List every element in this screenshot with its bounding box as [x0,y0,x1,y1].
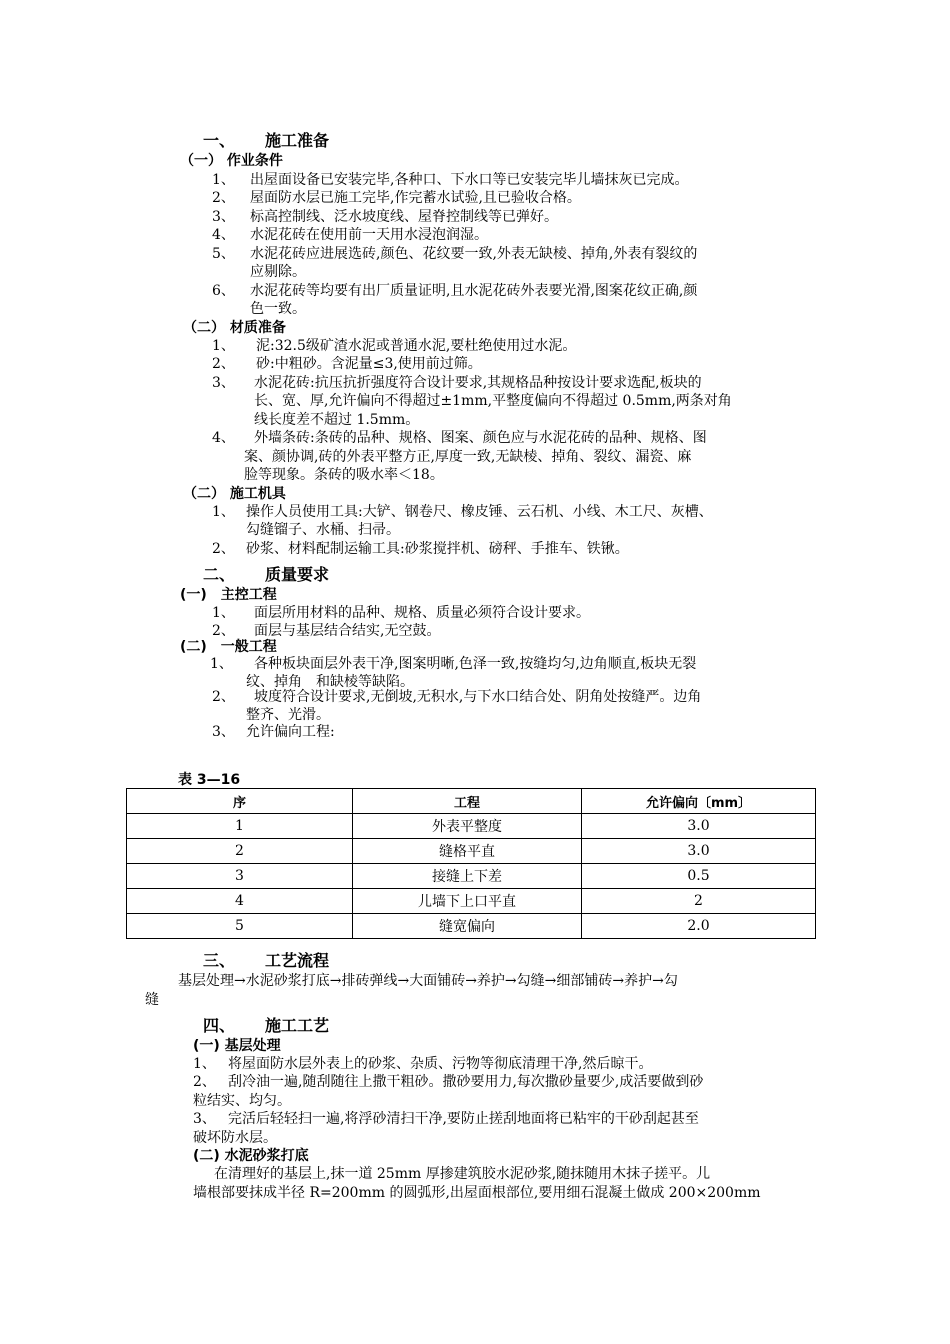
list-item-text-cont: 长、宽、厚,允许偏向不得超过±1mm,平整度偏向不得超过 0.5mm,两条对角 [254,393,732,409]
subsection-number: （二） [183,320,225,336]
paragraph-text: 在清理好的基层上,抹一道 25mm 厚掺建筑胶水泥砂浆,随抹随用木抹子搓平。儿 [214,1166,711,1182]
item-number: 1、 [212,338,235,354]
list-item [212,723,235,741]
list-item-text: 外墙条砖:条砖的品种、规格、图案、颜色应与水泥花砖的品种、规格、图 [254,430,707,446]
section-4-heading [203,1017,329,1035]
item-number: 4、 [212,430,235,446]
item-number: 4、 [212,227,235,243]
subsection-number: （一） [180,153,222,169]
list-item-text-cont: 脸等现象。条砖的吸水率＜18。 [244,467,444,483]
header-item: 工程 [353,789,582,814]
table-header-row [127,789,816,814]
subsection-number: （二） [183,486,225,502]
list-item [212,503,235,521]
list-item-text: 将屋面防水层外表上的砂浆、杂质、污物等彻底清理干净,然后晾干。 [228,1056,653,1072]
cell-tolerance: 2 [582,889,816,914]
item-number: 2、 [212,541,235,557]
section-3-heading [203,952,329,970]
list-item-text: 面层与基层结合结实,无空鼓。 [254,623,441,639]
cell-tolerance: 2.0 [582,914,816,939]
list-item [212,688,235,706]
cell-index: 1 [127,814,353,839]
list-item-text-cont: 案、颜协调,砖的外表平整方正,厚度一致,无缺棱、掉角、裂纹、漏瓷、麻 [244,449,692,465]
list-item [193,1055,216,1073]
list-item-text-cont: 色一致。 [250,301,306,317]
table-row [127,914,816,939]
subsection-number: (一) [180,587,207,603]
item-number: 1、 [212,504,235,520]
list-item [212,189,235,207]
item-number: 2、 [212,356,235,372]
list-item-text-cont: 破坏防水层。 [193,1130,277,1146]
table-row [127,814,816,839]
list-item [212,171,235,189]
cell-tolerance: 3.0 [582,814,816,839]
subsection-title: 作业条件 [226,153,283,169]
item-number: 5、 [212,246,235,262]
list-item-text: 泥:32.5级矿渣水泥或普通水泥,要杜绝使用过水泥。 [256,338,577,354]
section-2-heading [203,566,329,584]
item-number: 3、 [212,724,235,740]
section-1-number: 一、 [203,131,236,150]
process-flow-text-cont: 缝 [145,992,159,1008]
list-item-text: 水泥花砖:抗压抗折强度符合设计要求,其规格品种按设计要求选配,板块的 [254,375,702,391]
process-flow-text: 基层处理→水泥砂浆打底→排砖弹线→大面铺砖→养护→勾缝→细部铺砖→养护→勾 [178,973,678,989]
table-row [127,864,816,889]
section-1-heading [203,132,329,150]
list-item-text: 水泥花砖等均要有出厂质量证明,且水泥花砖外表要光滑,图案花纹正确,颜 [250,283,698,299]
subsection-title: 施工机具 [229,486,286,502]
list-item-text-cont: 纹、掉角 和缺棱等缺陷。 [246,674,414,690]
list-item-text: 砂浆、材料配制运输工具:砂浆搅拌机、磅秤、手推车、铁锹。 [246,541,629,557]
subsection-2-2-heading [180,638,277,656]
item-number: 6、 [212,283,235,299]
list-item-text-cont: 线长度差不超过 1.5mm。 [254,412,420,428]
list-item-text-cont: 勾缝镏子、水桶、扫帚。 [246,522,400,538]
list-item-text: 刮冷油一遍,随刮随往上撒干粗砂。撒砂要用力,每次撒砂量要少,成活要做到砂 [228,1074,704,1090]
subsection-title: 材质准备 [229,320,286,336]
list-item-text: 各种板块面层外表干净,图案明晰,色泽一致,按缝均匀,边角顺直,板块无裂 [254,656,697,672]
subsection-title: 一般工程 [220,639,277,655]
list-item [193,1073,216,1091]
header-index: 序 [127,789,353,814]
cell-item: 缝宽偏向 [353,914,582,939]
section-1-title: 施工准备 [265,131,330,150]
list-item-text: 标高控制线、泛水坡度线、屋脊控制线等已弹好。 [250,209,558,225]
list-item [210,655,233,673]
section-4-title: 施工工艺 [265,1016,330,1035]
list-item [212,208,235,226]
cell-index: 3 [127,864,353,889]
subsection-4-1-heading: (一) 基层处理 [193,1038,281,1054]
subsection-2-1-heading [180,586,277,604]
list-item-text: 面层所用材料的品种、规格、质量必须符合设计要求。 [254,605,590,621]
cell-index: 2 [127,839,353,864]
list-item-text: 屋面防水层已施工完毕,作完蓄水试验,且已验收合格。 [250,190,581,206]
item-number: 2、 [212,623,235,639]
cell-item: 外表平整度 [353,814,582,839]
cell-index: 4 [127,889,353,914]
item-number: 2、 [193,1074,216,1090]
list-item [212,604,235,622]
list-item-text: 出屋面设备已安装完毕,各种口、下水口等已安装完毕儿墙抹灰已完成。 [250,172,689,188]
section-3-number: 三、 [203,951,236,970]
item-number: 3、 [193,1111,216,1127]
subsection-title: 主控工程 [220,587,277,603]
list-item [212,429,235,447]
item-number: 2、 [212,190,235,206]
cell-tolerance: 0.5 [582,864,816,889]
cell-item: 接缝上下差 [353,864,582,889]
item-number: 3、 [212,375,235,391]
paragraph-text-cont: 墙根部要抹成半径 R=200mm 的圆弧形,出屋面根部位,要用细石混凝土做成 200×200mm [193,1185,761,1201]
cell-item: 儿墙下上口平直 [353,889,582,914]
item-number: 3、 [212,209,235,225]
subsection-1-2-heading [183,319,286,337]
list-item-text: 水泥花砖在使用前一天用水浸泡润湿。 [250,227,488,243]
list-item-text: 操作人员使用工具:大铲、钢卷尺、橡皮锤、云石机、小线、木工尺、灰槽、 [246,504,713,520]
list-item-text: 水泥花砖应进展选砖,颜色、花纹要一致,外表无缺棱、掉角,外表有裂纹的 [250,246,698,262]
table-caption: 表 3—16 [178,772,241,788]
item-number: 1、 [212,605,235,621]
tolerance-table [126,788,816,939]
section-2-title: 质量要求 [265,565,330,584]
item-number: 1、 [193,1056,216,1072]
item-number: 1、 [210,656,233,672]
table-row [127,889,816,914]
header-tolerance: 允许偏向〔mm〕 [582,789,816,814]
subsection-4-2-heading: (二) 水泥砂浆打底 [193,1148,309,1164]
list-item [193,1110,216,1128]
section-4-number: 四、 [203,1016,236,1035]
list-item-text-cont: 粒结实、均匀。 [193,1093,291,1109]
list-item-text: 坡度符合设计要求,无倒坡,无积水,与下水口结合处、阴角处按缝严。边角 [254,689,702,705]
item-number: 2、 [212,689,235,705]
item-number: 1、 [212,172,235,188]
table-row [127,839,816,864]
section-3-title: 工艺流程 [265,951,330,970]
list-item [212,337,235,355]
list-item-text: 完活后轻轻扫一遍,将浮砂清扫干净,要防止搓刮地面将已粘牢的干砂刮起甚至 [228,1111,699,1127]
list-item [212,374,235,392]
cell-item: 缝格平直 [353,839,582,864]
list-item-text-cont: 应剔除。 [250,264,306,280]
list-item-text: 砂:中粗砂。含泥量≤3,使用前过筛。 [256,356,482,372]
subsection-1-3-heading [183,485,286,503]
list-item [212,355,235,373]
subsection-number: (二) [180,639,207,655]
list-item [212,282,235,300]
list-item-text: 允许偏向工程: [246,724,335,740]
section-2-number: 二、 [203,565,236,584]
list-item [212,226,235,244]
list-item-text-cont: 整齐、光滑。 [246,707,330,723]
list-item [212,540,235,558]
cell-index: 5 [127,914,353,939]
subsection-1-1-heading [180,152,283,170]
cell-tolerance: 3.0 [582,839,816,864]
list-item [212,245,235,263]
